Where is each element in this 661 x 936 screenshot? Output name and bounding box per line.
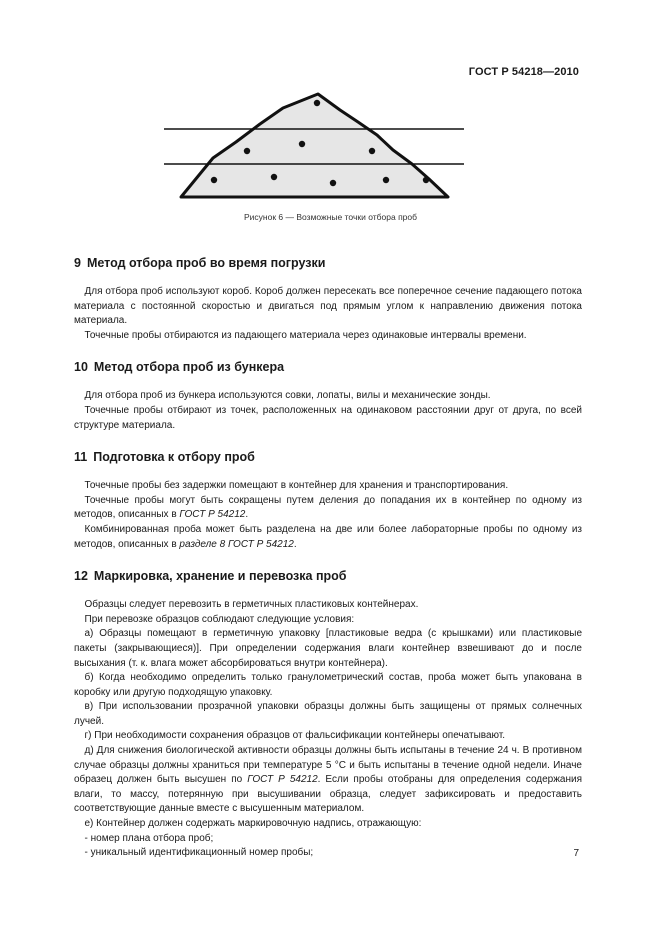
document-header: ГОСТ Р 54218—2010	[468, 66, 579, 78]
section-9	[74, 255, 582, 343]
sample-point	[271, 174, 277, 180]
section-heading: 10 Метод отбора проб из бункера	[74, 360, 285, 375]
paragraph: Точечные пробы без задержки помещают в контейнер для хранения и транспортирования.	[84, 480, 509, 492]
list-item: б) Когда необходимо определить только гранулометрический состав, проба может быть упакована в коробку или другую подходящую упаковку.	[74, 672, 582, 698]
paragraph: Точечные пробы могут быть сокращены путем деления до попадания их в контейнер по одному из методов, описанных в ГОСТ Р 54212.	[74, 494, 582, 521]
sample-point	[369, 148, 375, 154]
section-heading: 9 Метод отбора проб во время погрузки	[74, 256, 326, 270]
paragraph: Точечные пробы отбираются из падающего материала через одинаковые интервалы времени.	[84, 329, 527, 341]
figure-caption: Рисунок 6 — Возможные точки отбора проб	[244, 212, 417, 222]
section-10	[74, 359, 582, 433]
document-body	[74, 255, 582, 877]
paragraph: При перевозке образцов соблюдают следующие условия:	[84, 613, 355, 625]
list-item: - уникальный идентификационный номер пробы;	[84, 847, 314, 859]
list-item: е) Контейнер должен содержать маркировочную надпись, отражающую:	[84, 818, 422, 830]
section-12	[74, 568, 582, 861]
material-pile	[181, 94, 448, 197]
page-number: 7	[573, 848, 579, 859]
sampling-points-figure	[150, 88, 480, 208]
standard-reference: ГОСТ Р 54212	[247, 774, 318, 786]
sample-point	[211, 177, 217, 183]
sample-point	[383, 177, 389, 183]
paragraph: Для отбора проб из бункера используются совки, лопаты, вилы и механические зонды.	[84, 390, 491, 402]
list-item: в) При использовании прозрачной упаковки образцы должны быть защищены от прямых солнечных лучей.	[74, 701, 582, 727]
sample-point	[330, 180, 336, 186]
section-heading: 11 Подготовка к отбору проб	[74, 450, 255, 465]
standard-reference: ГОСТ Р 54212	[179, 509, 246, 521]
sample-point	[299, 141, 305, 147]
paragraph: Комбинированная проба может быть разделена на две или более лабораторные пробы по одному из методов, описанных в разделе 8 ГОСТ Р 54212.	[74, 523, 582, 550]
list-item: а) Образцы помещают в герметичную упаковку [пластиковые ведра (с крышками) или пластиковые пакеты (закрывающиеся)]. При определении содержания влаги контейнер взвешивают до и после высыхания (т. к. влага может абсорбироваться внутри контейнера).	[74, 628, 582, 669]
sample-point	[423, 177, 429, 183]
list-item: д) Для снижения биологической активности образцы должны быть испытаны в течение 24 ч. В противном случае образцы должны храниться при температуре 5 °С и быть испытаны в течение одной недели. Иначе образец должен быть высушен по ГОСТ Р 54212. Если пробы отобраны для определения содержания влаги, то массу, потерянную при высушивании образца, следует зафиксировать и предоставить соответствующие данные вместе с высушенным материалом.	[74, 745, 583, 815]
section-heading: 12 Маркировка, хранение и перевозка проб	[74, 569, 347, 584]
paragraph: Образцы следует перевозить в герметичных пластиковых контейнерах.	[84, 599, 419, 611]
paragraph: Точечные пробы отбирают из точек, расположенных на одинаковом расстоянии друг от друга, по всей структуре материала.	[74, 404, 582, 431]
section-11	[74, 449, 582, 552]
paragraph: Для отбора проб используют короб. Короб должен пересекать все поперечное сечение падающего потока материала с постоянной скоростью и двигаться под прямым углом к направлению движения потока материала.	[74, 286, 582, 327]
standard-reference: разделе 8 ГОСТ Р 54212	[179, 538, 294, 550]
sample-point	[314, 100, 320, 106]
list-item: г) При необходимости сохранения образцов от фальсификации контейнеры опечатывают.	[84, 730, 506, 742]
list-item: - номер плана отбора проб;	[84, 832, 214, 844]
sample-point	[244, 148, 250, 154]
